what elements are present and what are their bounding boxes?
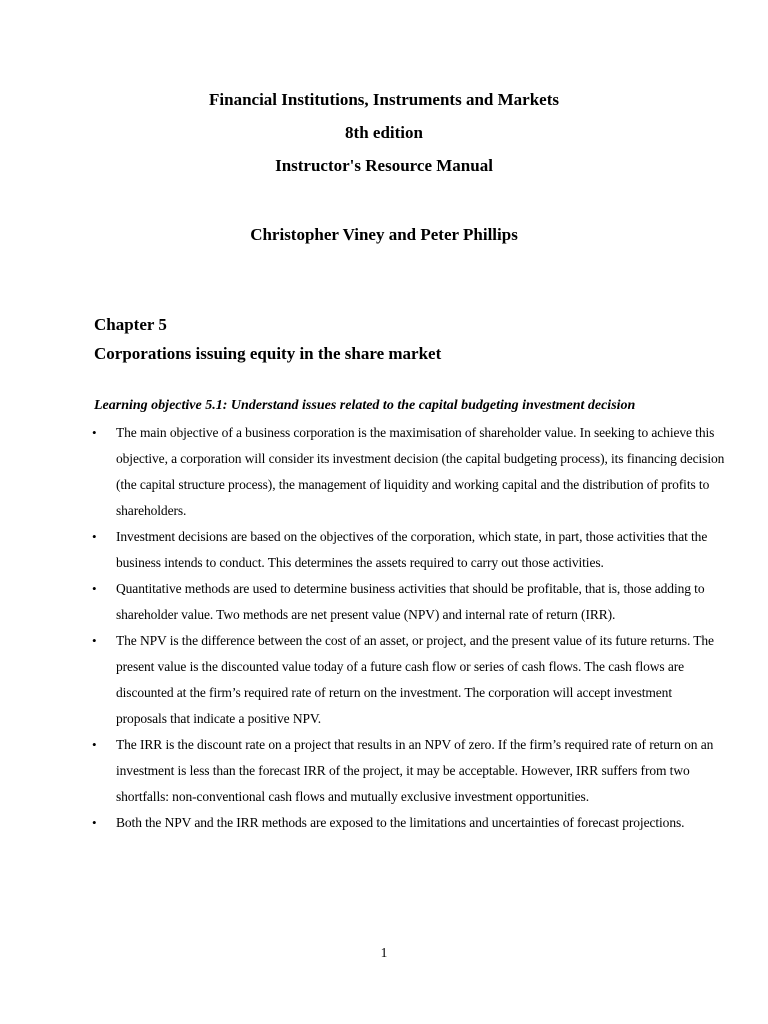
bullet-text: The main objective of a business corporation is the maximisation of shareholder value. In seeking to achieve this objective, a corporation will consider its investment decision (the capital budgeting process), its financing decision (the capital structure process), the management of liquidity and working capital and the distribution of profits to shareholders. <box>116 425 725 518</box>
bullet-list <box>0 420 768 836</box>
bullet-item <box>0 576 768 628</box>
bullet-dot: • <box>92 815 97 830</box>
chapter-number: Chapter 5 <box>94 315 167 334</box>
bullet-text: Investment decisions are based on the objectives of the corporation, which state, in part, those activities that the business intends to conduct. This determines the assets required to carry out those activities. <box>116 529 708 570</box>
chapter-title: Corporations issuing equity in the share market <box>94 344 442 363</box>
bullet-item <box>0 420 768 524</box>
bullet-text: Quantitative methods are used to determine business activities that should be profitable, that is, those adding to shareholder value. Two methods are net present value (NPV) and internal rate of return (IRR). <box>116 581 705 622</box>
page-number: 1 <box>380 945 388 960</box>
manual-title: Instructor's Resource Manual <box>275 156 493 175</box>
bullet-item <box>0 628 768 732</box>
authors: Christopher Viney and Peter Phillips <box>250 225 518 244</box>
bullet-text: The IRR is the discount rate on a project that results in an NPV of zero. If the firm’s required rate of return on an investment is less than the forecast IRR of the project, it may be acceptable. However, IRR suffers from two shortfalls: non-conventional cash flows and mutually exclusive investment opportunities. <box>116 737 714 804</box>
bullet-text: The NPV is the difference between the cost of an asset, or project, and the present value of its future returns. The present value is the discounted value today of a future cash flow or series of cash flows. The cash flows are discounted at the firm’s required rate of return on the investment. The corporation will accept investment proposals that indicate a positive NPV. <box>116 633 714 726</box>
learning-objective: Learning objective 5.1: Understand issues related to the capital budgeting investment decision <box>94 398 636 413</box>
bullet-dot: • <box>92 633 97 648</box>
bullet-text: Both the NPV and the IRR methods are exposed to the limitations and uncertainties of forecast projections. <box>116 815 685 830</box>
edition: 8th edition <box>345 123 423 142</box>
bullet-item <box>0 732 768 810</box>
bullet-item <box>0 810 768 836</box>
bullet-dot: • <box>92 529 97 544</box>
book-title: Financial Institutions, Instruments and Markets <box>209 90 559 109</box>
bullet-item <box>0 524 768 576</box>
bullet-dot: • <box>92 581 97 596</box>
bullet-dot: • <box>92 737 97 752</box>
bullet-dot: • <box>92 425 97 440</box>
